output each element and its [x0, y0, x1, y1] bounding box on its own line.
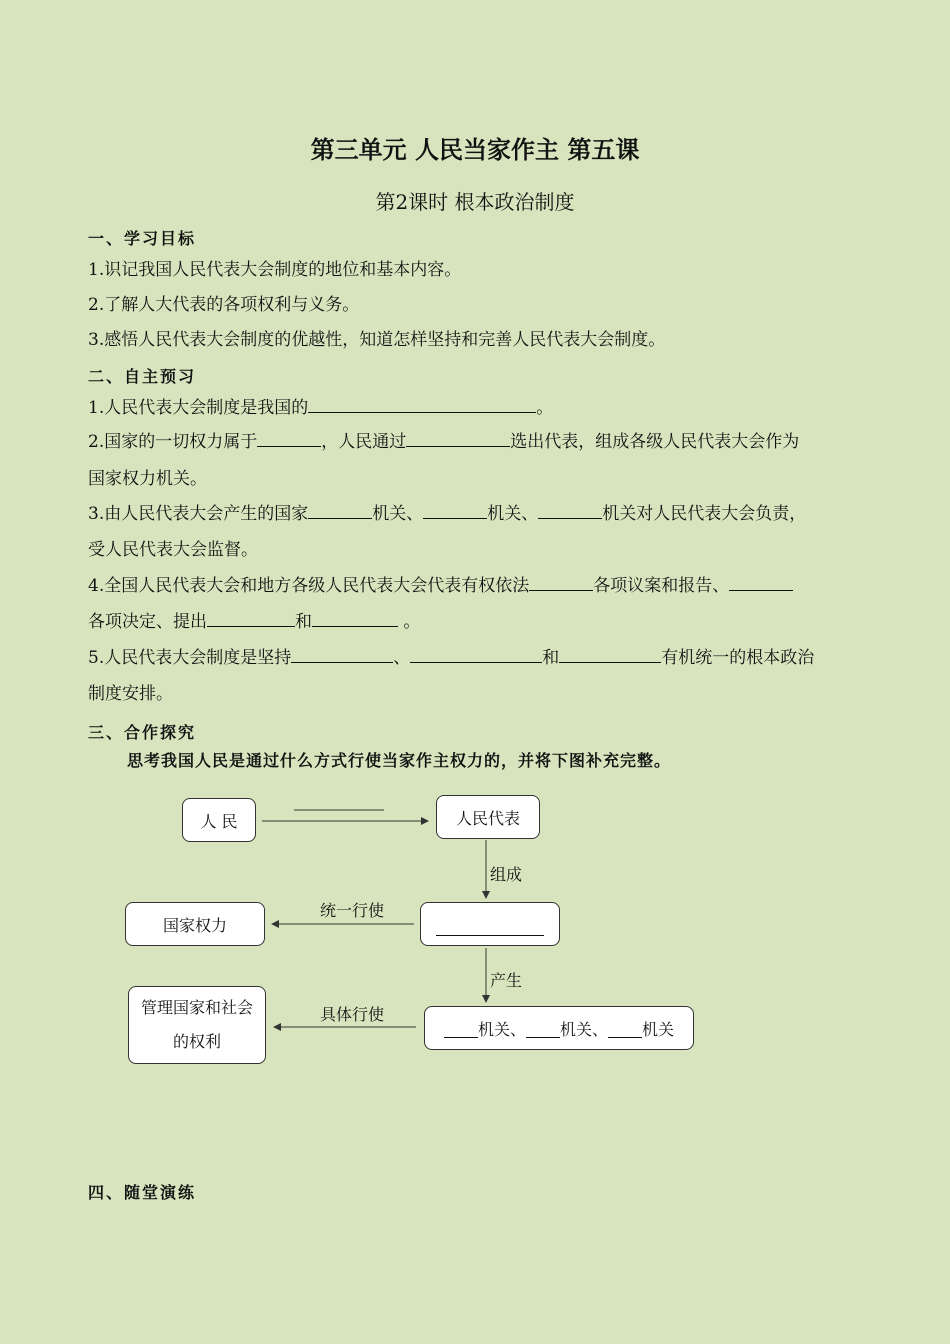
box-state-power: 国家权力 — [125, 902, 265, 946]
preview-q3: 3.由人民代表大会产生的国家 机关、 机关、 机关对人民代表大会负责， — [88, 496, 868, 532]
section-heading-objectives: 一、学习目标 — [88, 229, 197, 248]
preview-q2: 2.国家的一切权力属于 ，人民通过 选出代表，组成各级人民代表大会作为 — [88, 424, 868, 460]
answer-blank[interactable] — [436, 913, 544, 936]
preview-q4-cont: 各项决定、提出 和 。 — [88, 604, 868, 640]
preview-q5: 5.人民代表大会制度是坚持 、 和 有机统一的根本政治 — [88, 640, 868, 676]
page-title: 第三单元 人民当家作主 第五课 — [310, 135, 640, 164]
label-specific: 具体行使 — [320, 1005, 385, 1024]
section-heading-preview: 二、自主预习 — [88, 367, 197, 386]
section-heading-explore: 三、合作探究 — [88, 723, 197, 742]
label-produce: 产生 — [490, 971, 523, 990]
explore-prompt: 思考我国人民是通过什么方式行使当家作主权力的，并将下图补充完整。 — [127, 751, 672, 770]
box-congress-blank[interactable] — [420, 902, 560, 946]
preview-q2-cont: 国家权力机关。 — [88, 469, 207, 489]
answer-blank[interactable] — [608, 1019, 642, 1038]
answer-blank[interactable] — [444, 1019, 478, 1038]
box-state-organs: 机关、 机关、 机关 — [424, 1006, 694, 1050]
preview-q1: 1.人民代表大会制度是我国的 。 — [88, 390, 868, 426]
objective-2: 2.了解人大代表的各项权利与义务。 — [88, 295, 360, 315]
label-form: 组成 — [490, 865, 523, 884]
box-reps: 人民代表 — [436, 795, 540, 839]
objective-1: 1.识记我国人民代表大会制度的地位和基本内容。 — [88, 260, 462, 280]
preview-q5-cont: 制度安排。 — [88, 684, 173, 704]
section-heading-practice: 四、随堂演练 — [88, 1183, 197, 1202]
box-people: 人 民 — [182, 798, 256, 842]
objective-3: 3.感悟人民代表大会制度的优越性，知道怎样坚持和完善人民代表大会制度。 — [88, 330, 666, 350]
label-unify: 统一行使 — [320, 901, 385, 920]
box-manage-rights: 管理国家和社会的权利 — [128, 986, 266, 1064]
answer-blank[interactable] — [526, 1019, 560, 1038]
page-subtitle: 第2课时 根本政治制度 — [375, 190, 575, 214]
preview-q3-cont: 受人民代表大会监督。 — [88, 540, 258, 560]
preview-q4: 4.全国人民代表大会和地方各级人民代表大会代表有权依法 各项议案和报告、 — [88, 568, 868, 604]
